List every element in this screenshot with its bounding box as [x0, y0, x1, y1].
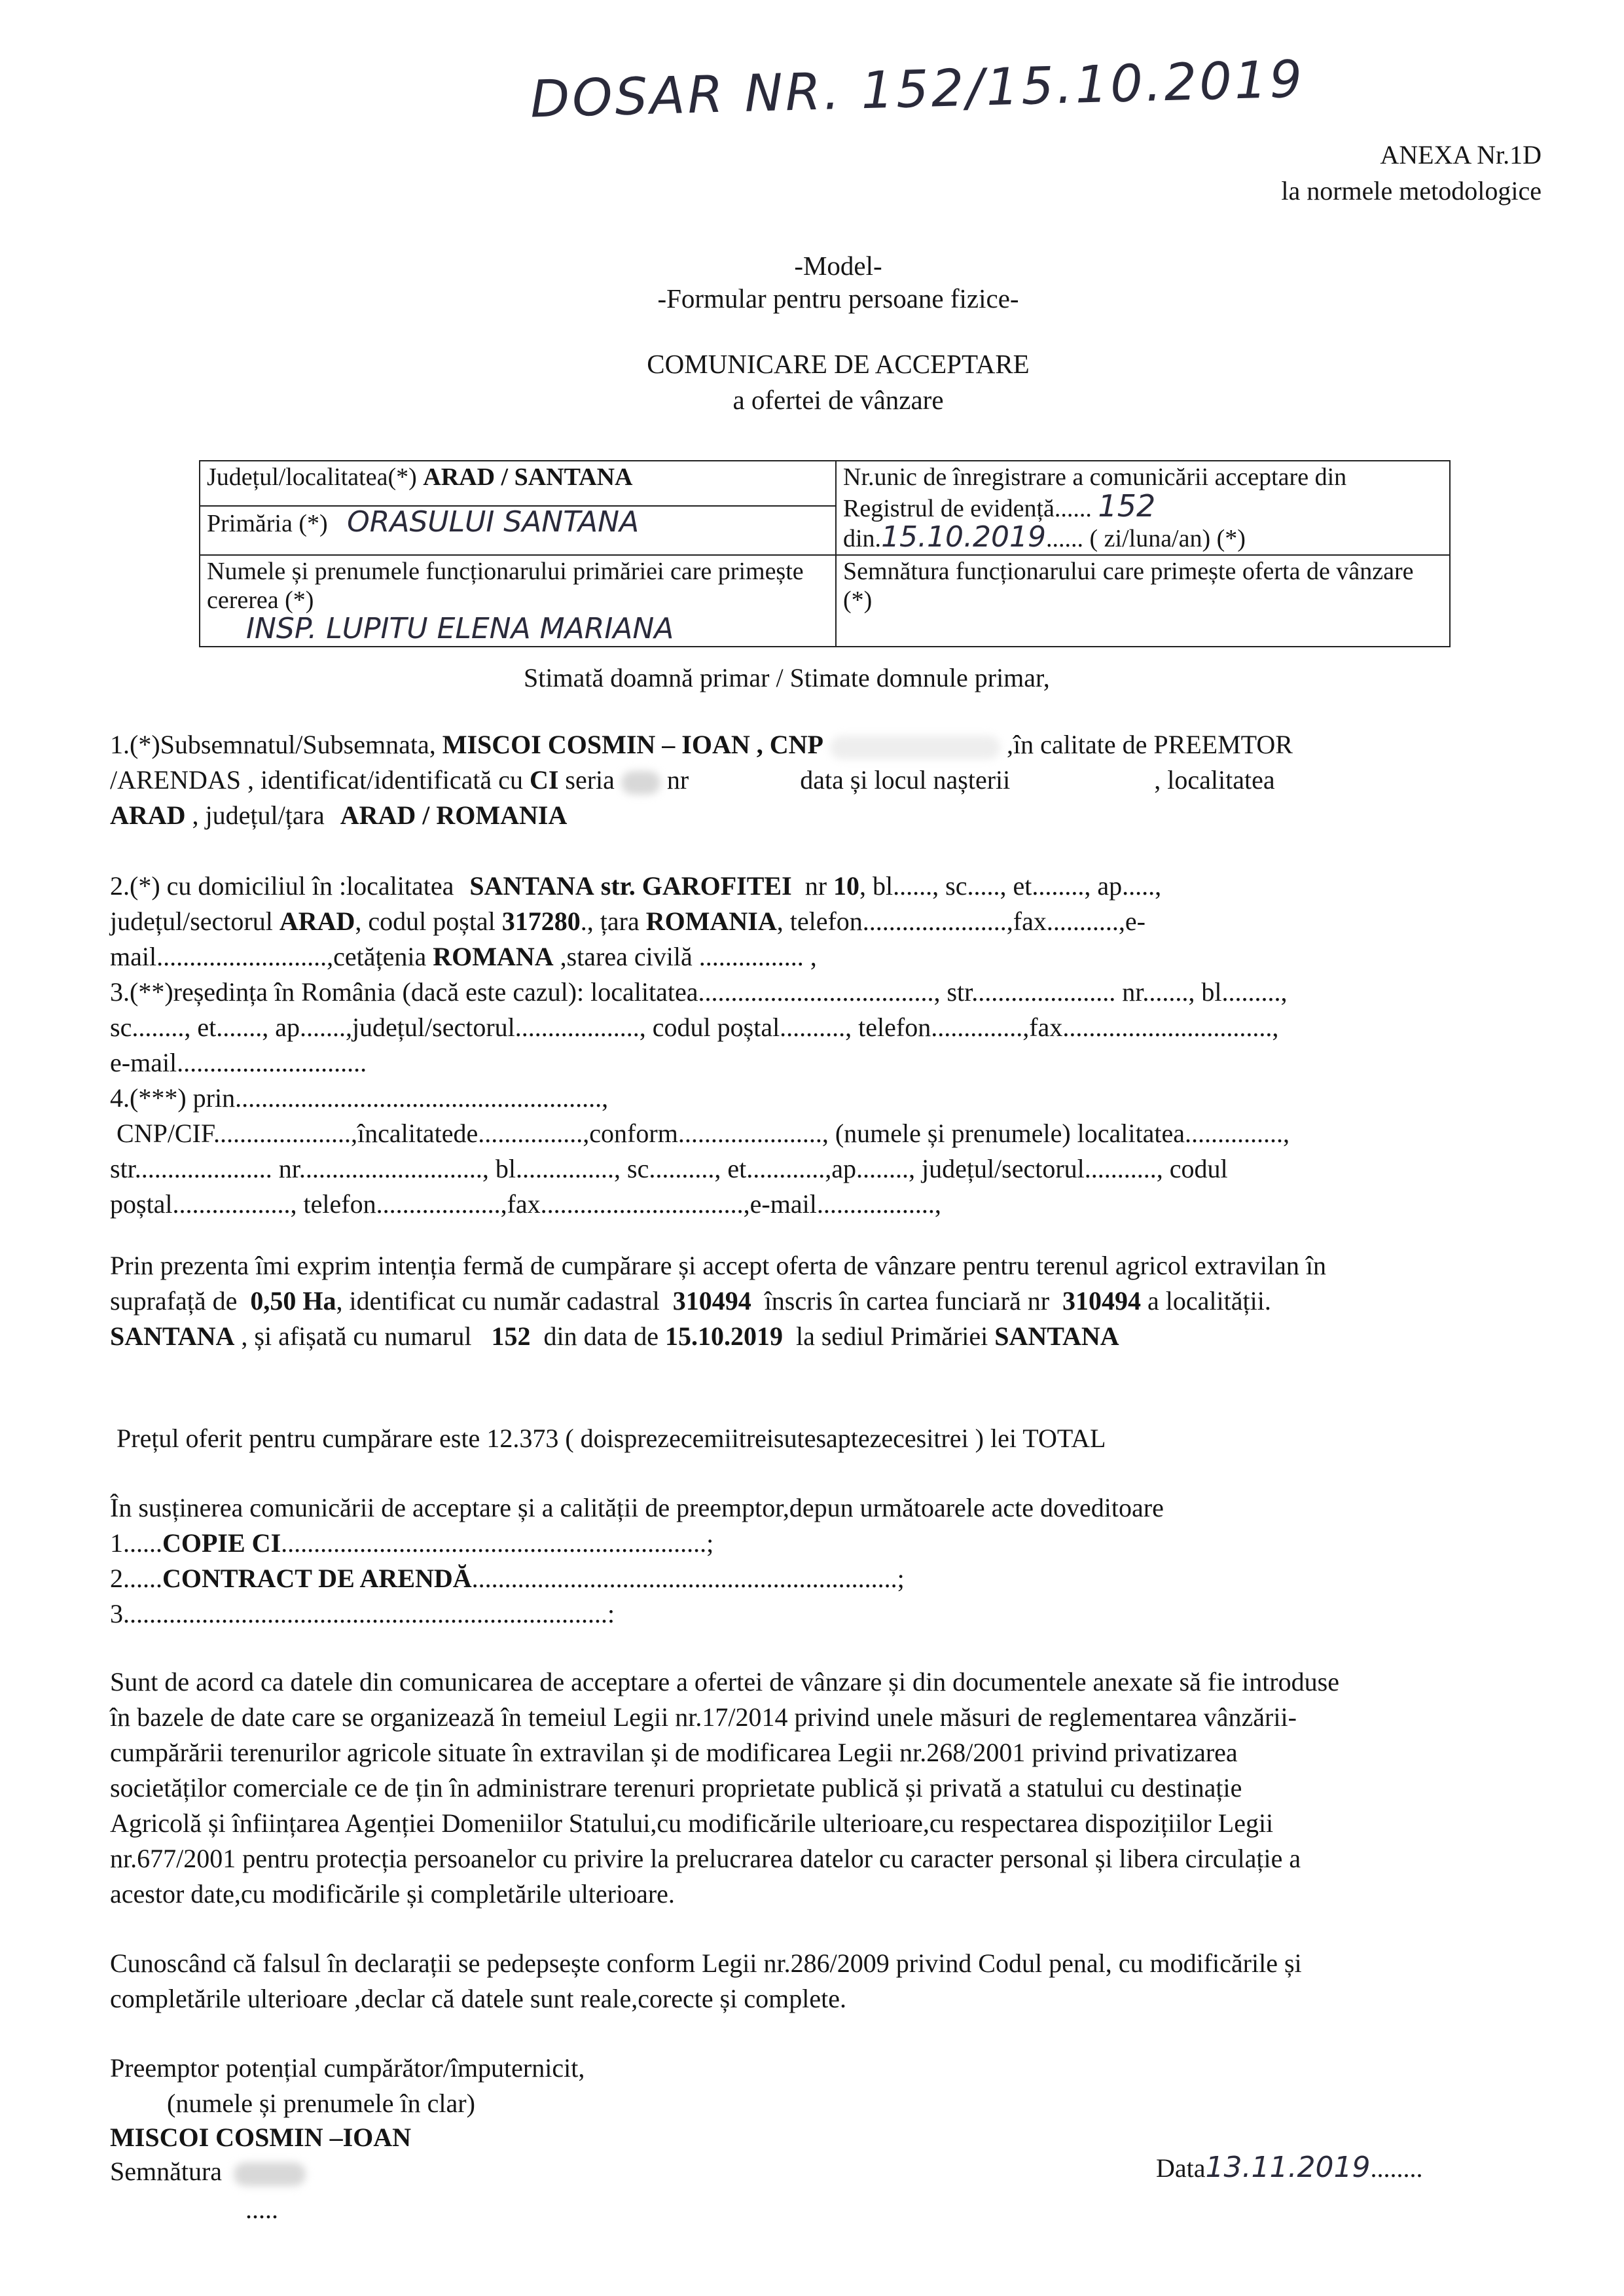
- citizenship-value: ROMANA: [433, 942, 554, 971]
- semnatura-functionar-cell: [836, 555, 1450, 647]
- functionar-label: Numele și prenumele funcționarului primăriei care primește cererea (*): [207, 558, 804, 614]
- cadastral-value: 310494: [672, 1286, 751, 1316]
- document-item-2-number: 2......: [110, 1564, 162, 1593]
- document-item-1-name: COPIE CI: [162, 1528, 281, 1558]
- date-value: 13.11.2019: [1205, 2151, 1371, 2184]
- date-label: Data: [1156, 2153, 1206, 2183]
- redacted-signature: [234, 2162, 306, 2186]
- section1-line3: [110, 798, 567, 833]
- postal-code-value: 317280: [501, 906, 581, 936]
- din-label: din.: [843, 525, 882, 552]
- document-item-1-number: 1......: [110, 1528, 162, 1558]
- birth-county-country: ARAD / ROMANIA: [340, 800, 568, 830]
- localitate-label: , localitatea: [1154, 765, 1275, 795]
- section4-line1: 4.(***) prin........................................................,: [110, 1083, 609, 1113]
- document-subtitle: a ofertei de vânzare: [732, 385, 944, 415]
- section1-line1: [110, 728, 1293, 762]
- country-label: ., țara: [580, 906, 640, 936]
- formular-heading: -Formular pentru persoane fizice-: [657, 283, 1019, 314]
- document-item-2: [110, 1562, 905, 1596]
- cf-label: înscris în cartea funciară nr: [764, 1286, 1050, 1316]
- cadastral-label: , identificat cu număr cadastral: [336, 1286, 660, 1316]
- signer-name: [110, 2121, 411, 2155]
- consent-line-3: cumpărării terenurilor agricole situate în extravilan și de modificarea Legii nr.268/2001 privind privatizarea: [110, 1738, 1238, 1767]
- din-suffix: ...... ( zi/luna/an) (*): [1046, 525, 1246, 552]
- consent-line-1: Sunt de acord ca datele din comunicarea de acceptare a ofertei de vânzare și din documentele anexate să fie introduse: [110, 1667, 1339, 1696]
- section4-line3: str..................... nr............................, bl..............., sc.........., et............,ap........, județul/sectorul..........., codul: [110, 1154, 1228, 1183]
- cf-value: 310494: [1062, 1286, 1142, 1316]
- ci-label: CI: [529, 765, 559, 795]
- judet-value-domiciliu: ARAD: [279, 906, 355, 936]
- consent-line-5: Agricolă și înființarea Agenției Domeniilor Statului,cu modificările ulterioare,cu respectarea dispozițiilor Legii: [110, 1808, 1274, 1838]
- street-label: str.: [600, 871, 636, 901]
- intent-locality: SANTANA: [110, 1321, 235, 1351]
- section1-text: 1.(*)Subsemnatul/Subsemnata,: [110, 730, 436, 759]
- section3-line1: 3.(**)reședința în România (dacă este cazul): localitatea...................................., str...................... nr......., bl.........,: [110, 977, 1288, 1007]
- judet-tara-label: , județul/țara: [192, 800, 325, 830]
- declaration-line-2: completările ulterioare ,declar că datele sunt reale,corecte și complete.: [110, 1984, 846, 2013]
- civil-status-label: ,starea civilă ................ ,: [560, 942, 817, 971]
- judet-value: ARAD / SANTANA: [423, 463, 633, 491]
- redacted-seria: [621, 771, 660, 795]
- posted-number-label: , și afișată cu numarul: [241, 1321, 472, 1351]
- signature-line: [110, 2155, 306, 2189]
- primaria-value: ORASULUI SANTANA: [347, 505, 640, 539]
- section3-line3: e-mail.............................: [110, 1048, 367, 1077]
- applicant-name: MISCOI COSMIN – IOAN: [442, 730, 750, 759]
- date-line: [1156, 2151, 1422, 2185]
- name-clear-label: (numele și prenumele în clar): [167, 2089, 475, 2118]
- surface-label: suprafață de: [110, 1286, 238, 1316]
- preemptor-label: Preemptor potențial cumpărător/împuternicit,: [110, 2053, 585, 2083]
- intent-line2: [110, 1284, 1271, 1318]
- section1-ident: /ARENDAS , identificat/identificată cu: [110, 765, 523, 795]
- redacted-cnp: [830, 736, 1000, 759]
- functionar-cell: [200, 555, 836, 647]
- birth-label: data și locul nașterii: [800, 765, 1011, 795]
- number-label: nr: [804, 871, 827, 901]
- section2-line1: [110, 869, 1161, 903]
- contact-rest: , telefon......................,fax...........,e-: [776, 906, 1146, 936]
- document-title: COMUNICARE DE ACCEPTARE: [647, 349, 1030, 379]
- judet-cell: [200, 461, 836, 506]
- section4-line2: CNP/CIF.....................,încalitatede................,conform......................, (numele și prenumele) localitatea...............,: [117, 1119, 1290, 1148]
- functionar-value: INSP. LUPITU ELENA MARIANA: [246, 612, 674, 645]
- section1-role: ,în calitate de PREEMTOR: [1006, 730, 1293, 759]
- posted-date: 15.10.2019: [665, 1321, 783, 1351]
- intent-line1: Prin prezenta îmi exprim intenția fermă de cumpărare și accept oferta de vânzare pentru terenul agricol extravilan în: [110, 1251, 1327, 1280]
- section3-line2: sc........, et......., ap.......,județul/sectorul..................., codul poștal.........., telefon..............,fax................................,: [110, 1013, 1279, 1042]
- street-value: GAROFITEI: [641, 871, 792, 901]
- consent-line-4: societăților comerciale ce de țin în administrare terenuri proprietate publică și privată a statului cu destinație: [110, 1773, 1242, 1803]
- intent-line3: [110, 1319, 1119, 1354]
- semnatura-functionar-label: Semnătura funcționarului care primește oferta de vânzare (*): [843, 558, 1414, 614]
- nr-label: nr: [666, 765, 689, 795]
- primarie-value: SANTANA: [994, 1321, 1119, 1351]
- nr-unic-label: Nr.unic de înregistrare a comunicării acceptare din Registrul de evidență......: [843, 463, 1347, 522]
- annex-sublabel: la normele metodologice: [1281, 176, 1542, 206]
- greeting: Stimată doamnă primar / Stimate domnule primar,: [524, 663, 1050, 692]
- document-item-3: 3..........................................................................:: [110, 1599, 615, 1628]
- annex-label: ANEXA Nr.1D: [1380, 140, 1542, 170]
- posted-date-label: din data de: [543, 1321, 659, 1351]
- primarie-label: la sediul Primăriei: [796, 1321, 988, 1351]
- declaration-line-1: Cunoscând că falsul în declarații se pedepsește conform Legii nr.286/2009 privind Codul penal, cu modificările și: [110, 1948, 1302, 1978]
- registration-box: [199, 460, 1451, 647]
- consent-line-6: nr.677/2001 pentru protecția persoanelor cu privire la prelucrarea datelor cu caracter personal și libera circulație a: [110, 1844, 1301, 1873]
- address-rest: , bl......, sc....., et........, ap.....,: [859, 871, 1162, 901]
- document-item-1-dots: .................................................................;: [281, 1528, 714, 1558]
- documents-intro: În susținerea comunicării de acceptare și a calității de preemptor,depun următoarele acte doveditoare: [110, 1493, 1164, 1522]
- dosar-handwritten: DOSAR NR. 152/15.10.2019: [530, 50, 1306, 130]
- number-value: 10: [833, 871, 860, 901]
- domiciliu-label: 2.(*) cu domiciliul în :localitatea: [110, 871, 454, 901]
- email-cetatenie-label: mail..........................,cetățenia: [110, 942, 427, 971]
- nr-unic-cell: [836, 461, 1450, 555]
- locality-label: a localității.: [1147, 1286, 1271, 1316]
- posted-number: 152: [491, 1321, 531, 1351]
- price-line: Prețul oferit pentru cumpărare este 12.373 ( doisprezecemiitreisutesaptezecesitrei ) lei TOTAL: [117, 1424, 1106, 1453]
- document-item-2-dots: .................................................................;: [471, 1564, 905, 1593]
- domiciliu-locality: SANTANA: [469, 871, 594, 901]
- section2-line3: [110, 940, 817, 974]
- cnp-label: , CNP: [756, 730, 823, 759]
- postal-code-label: , codul poștal: [355, 906, 496, 936]
- section2-line2: [110, 905, 1146, 939]
- seria-label: seria: [565, 765, 615, 795]
- nr-unic-value: 152: [1098, 488, 1156, 524]
- date-dots: ........: [1370, 2153, 1423, 2183]
- consent-line-2: în bazele de date care se organizează în temeiul Legii nr.17/2014 privind unele măsuri de reglementarea vânzării-: [110, 1702, 1297, 1732]
- surface-value: 0,50 Ha: [250, 1286, 336, 1316]
- signature-label: Semnătura: [110, 2157, 223, 2186]
- country-value: ROMANIA: [645, 906, 777, 936]
- primaria-cell: [200, 506, 836, 555]
- primaria-label: Primăria (*): [207, 510, 328, 538]
- document-item-1: [110, 1526, 713, 1560]
- section1-line2: [110, 763, 1275, 797]
- signer-name-text: MISCOI COSMIN –IOAN: [110, 2123, 412, 2152]
- consent-line-7: acestor date,cu modificările și completările ulterioare.: [110, 1879, 675, 1909]
- judet-label: Județul/localitatea(*): [207, 463, 417, 491]
- birth-locality: ARAD: [110, 800, 186, 830]
- judet-sector-label: județul/sectorul: [110, 906, 273, 936]
- document-item-2-name: CONTRACT DE ARENDĂ: [162, 1564, 472, 1593]
- section4-line4: poștal.................., telefon...................,fax...............................,e-mail..................,: [110, 1189, 941, 1219]
- model-heading: -Model-: [794, 251, 882, 281]
- signature-dots: .....: [245, 2195, 278, 2224]
- din-value: 15.10.2019: [881, 520, 1046, 554]
